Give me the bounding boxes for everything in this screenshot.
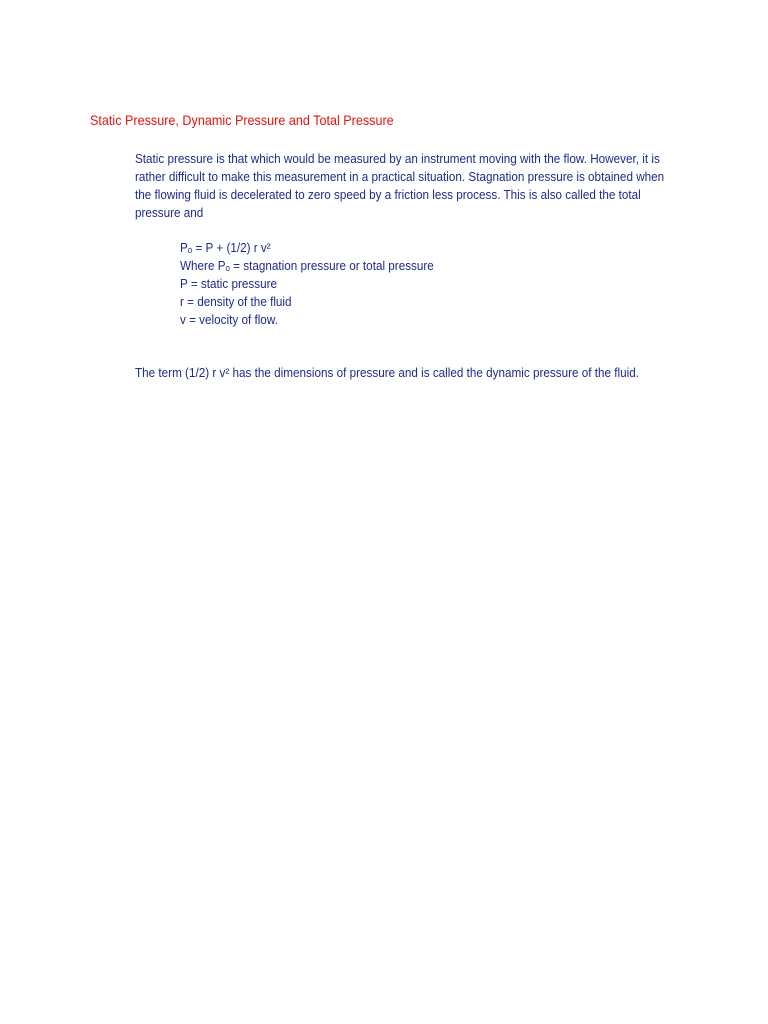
velocity-definition: v = velocity of flow.: [180, 312, 278, 327]
formula-block: [180, 239, 434, 329]
dynamic-pressure-note: The term (1/2) r v² has the dimensions of pressure and is called the dynamic pressure of the fluid.: [135, 365, 639, 380]
intro-paragraph: Static pressure is that which would be measured by an instrument moving with the flow. However, it is rather difficult to make this measurement in a practical situation. Stagnation pressure is obtained when the flowing fluid is decelerated to zero speed by a friction less process. This is also called the total pressure and: [135, 151, 665, 220]
density-definition: r = density of the fluid: [180, 294, 292, 309]
document-title: Static Pressure, Dynamic Pressure and Total Pressure: [90, 112, 394, 128]
pressure-equation: Pₒ = P + (1/2) r v²: [180, 240, 271, 255]
static-pressure-definition: P = static pressure: [180, 276, 278, 291]
stagnation-pressure-definition: Where Pₒ = stagnation pressure or total pressure: [180, 258, 434, 273]
